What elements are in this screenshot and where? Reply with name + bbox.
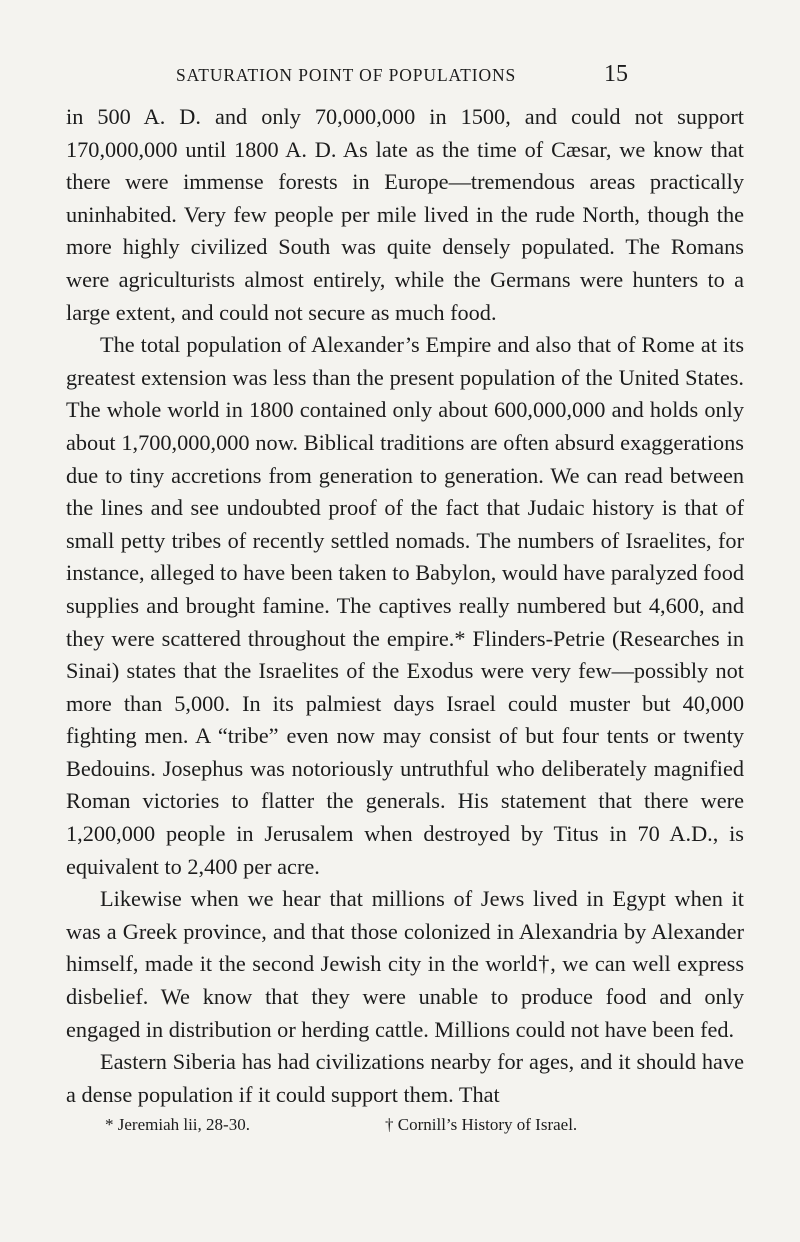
running-head: SATURATION POINT OF POPULATIONS: [176, 65, 517, 85]
body-text: [66, 101, 744, 1111]
footnote: † Cornill’s History of Israel.: [385, 1115, 578, 1134]
paragraph: Eastern Siberia has had civilizations nearby for ages, and it should have a dense population if it could support them. That: [66, 1049, 744, 1107]
paragraph: Likewise when we hear that millions of Jews lived in Egypt when it was a Greek province, and that those colonized in Alexandria by Alexander himself, made it the second Jewish city in the world†, we can well express disbelief. We know that they were unable to produce food and only engaged in distribution or herding cattle. Millions could not have been fed.: [66, 886, 744, 1042]
page-header: [176, 61, 628, 95]
paragraph: The total population of Alexander’s Empire and also that of Rome at its greatest extension was less than the present population of the United States. The whole world in 1800 contained only about 600,000,000 and holds only about 1,700,000,000 now. Biblical traditions are often absurd exaggerations due to tiny accretions from generation to generation. We can read between the lines and see undoubted proof of the fact that Judaic history is that of small petty tribes of recently settled nomads. The numbers of Israelites, for instance, alleged to have been taken to Babylon, would have paralyzed food supplies and brought famine. The captives really numbered but 4,600, and they were scattered throughout the empire.* Flinders-Petrie (Researches in Sinai) states that the Israelites of the Exodus were very few—possibly not more than 5,000. In its palmiest days Israel could muster but 40,000 fighting men. A “tribe” even now may consist of but four tents or twenty Bedouins. Josephus was notoriously untruthful who deliberately magnified Roman victories to flatter the generals. His statement that there were 1,200,000 people in Jerusalem when destroyed by Titus in 70 A.D., is equivalent to 2,400 per acre.: [66, 332, 744, 879]
paragraph: in 500 A. D. and only 70,000,000 in 1500, and could not support 170,000,000 until 1800 A. D. As late as the time of Cæsar, we know that there were immense forests in Europe—tremendous areas practically uninhabited. Very few people per mile lived in the rude North, though the more highly civilized South was quite densely populated. The Romans were agriculturists almost entirely, while the Germans were hunters to a large extent, and could not secure as much food.: [66, 104, 744, 325]
footnote: * Jeremiah lii, 28-30.: [105, 1115, 250, 1134]
page-number: 15: [604, 61, 628, 87]
